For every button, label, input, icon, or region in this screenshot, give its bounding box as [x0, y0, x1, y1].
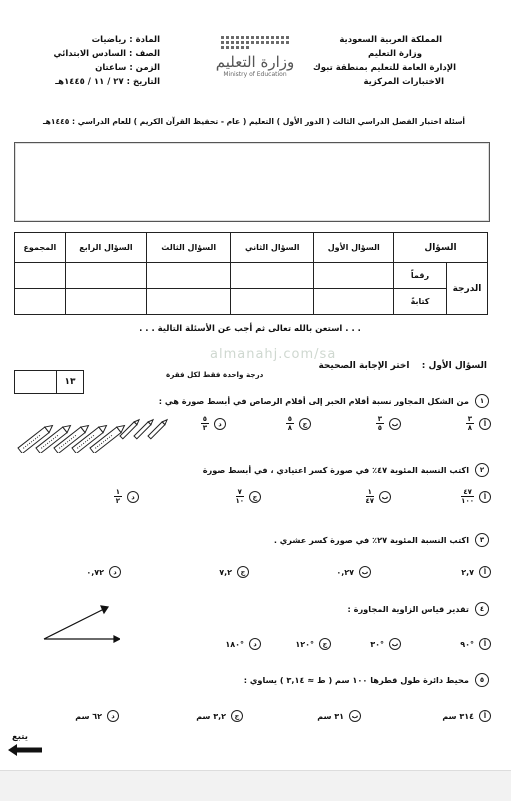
- option-a[interactable]: [466, 415, 491, 432]
- pen-icon: [148, 418, 169, 439]
- option-letter: ب: [389, 638, 401, 650]
- option-value: ٦٢ سم: [75, 711, 102, 721]
- option-value: ٣,٢ سم: [196, 711, 226, 721]
- grade-col-q4: السؤال الرابع: [65, 233, 147, 263]
- option-b[interactable]: [376, 415, 401, 432]
- question-number: ٥: [475, 673, 489, 687]
- question-number: ٣: [475, 533, 489, 547]
- fraction: $\frac{٥}{٣}$: [202, 415, 207, 432]
- option-value: ٠,٧٢: [86, 567, 104, 577]
- logo-sub: Ministry of Education: [223, 71, 287, 78]
- option-value: °٣٠: [370, 639, 384, 649]
- question-text: محيط دائرة طول قطرها ١٠٠ سم ( ط ≈ ٣,١٤ ) يساوي :: [243, 675, 469, 685]
- question-text: تقدير قياس الزاوية المجاورة :: [347, 604, 469, 614]
- option-b[interactable]: [365, 488, 391, 505]
- header-left: [30, 33, 160, 89]
- option-b[interactable]: [336, 566, 371, 578]
- option-letter: ب: [389, 418, 401, 430]
- option-d[interactable]: [86, 566, 121, 578]
- score-box: [14, 370, 84, 394]
- ministry-logo: [205, 36, 305, 78]
- grade-table: [14, 232, 488, 315]
- header-time: الزمن : ساعتان: [95, 63, 160, 73]
- header-line: المملكة العربية السعودية: [339, 35, 442, 45]
- fraction: $\frac{٤٧}{١٠٠}$: [461, 488, 474, 505]
- fraction: $\frac{٣}{٥}$: [377, 415, 382, 432]
- fraction: $\frac{١}{٢}$: [115, 488, 120, 505]
- option-a[interactable]: [461, 488, 491, 505]
- arrow-left-icon: [8, 744, 42, 756]
- watermark: almanahj.com/sa: [210, 347, 337, 362]
- option-d[interactable]: [201, 415, 226, 432]
- option-d[interactable]: [75, 710, 119, 722]
- option-letter: ج: [237, 566, 249, 578]
- option-letter: ج: [249, 491, 261, 503]
- angle-figure: [40, 603, 120, 643]
- score-blank[interactable]: [15, 371, 57, 393]
- option-letter: ب: [379, 491, 391, 503]
- option-c[interactable]: [286, 415, 311, 432]
- option-letter: ج: [231, 710, 243, 722]
- student-name-box[interactable]: [14, 142, 490, 222]
- grade-cell[interactable]: [231, 289, 314, 315]
- option-a[interactable]: [442, 710, 491, 722]
- question-text: من الشكل المجاور نسبة أقلام الحبر إلى أقلام الرصاص في أبسط صورة هي :: [158, 396, 469, 406]
- grade-row-words: كتابةً: [394, 289, 447, 315]
- section1-subtitle: اختر الإجابة الصحيحة: [318, 361, 410, 371]
- option-value: °١٢٠: [295, 639, 314, 649]
- grade-cell[interactable]: [65, 263, 147, 289]
- option-value: ٣١٤ سم: [442, 711, 474, 721]
- option-c[interactable]: [196, 710, 243, 722]
- header-right: [286, 33, 456, 89]
- grade-row-digits: رقماً: [394, 263, 447, 289]
- option-d[interactable]: [114, 488, 139, 505]
- option-c[interactable]: [235, 488, 261, 505]
- grade-row-label: الدرجة: [447, 263, 488, 315]
- option-letter: د: [109, 566, 121, 578]
- option-c[interactable]: [219, 566, 249, 578]
- question-number: ٤: [475, 602, 489, 616]
- option-letter: أ: [479, 638, 491, 650]
- option-d[interactable]: [225, 638, 261, 650]
- grade-col-question: السؤال: [394, 233, 488, 263]
- header-line: وزارة التعليم: [368, 49, 422, 59]
- header-grade: الصف : السادس الابتدائي: [53, 49, 160, 59]
- grade-col-q3: السؤال الثالث: [147, 233, 231, 263]
- grade-cell[interactable]: [65, 289, 147, 315]
- logo-name: وزارة التعليم: [215, 53, 295, 71]
- option-letter: ج: [299, 418, 311, 430]
- logo-dots-icon: [221, 36, 289, 49]
- option-letter: أ: [479, 566, 491, 578]
- section1-score-note: درجة واحدة فقط لكل فقرة: [166, 370, 264, 379]
- option-b[interactable]: [317, 710, 361, 722]
- grade-cell[interactable]: [314, 263, 394, 289]
- option-value: ٧,٢: [219, 567, 232, 577]
- fraction: $\frac{٧}{١٠}$: [235, 488, 244, 505]
- option-letter: د: [214, 418, 226, 430]
- grade-cell[interactable]: [15, 289, 66, 315]
- grade-cell[interactable]: [231, 263, 314, 289]
- fraction: $\frac{٥}{٨}$: [287, 415, 292, 432]
- option-letter: د: [127, 491, 139, 503]
- option-value: ٣١ سم: [317, 711, 344, 721]
- page-bottom-border: [0, 770, 511, 801]
- option-value: ٢,٧: [461, 567, 474, 577]
- next-page-label: يتبع: [12, 732, 28, 742]
- option-letter: أ: [479, 491, 491, 503]
- header-subject: المادة : رياضيات: [91, 35, 160, 45]
- score-value: ١٣: [64, 377, 76, 387]
- section1-title: [318, 361, 487, 371]
- option-letter: ج: [319, 638, 331, 650]
- grade-cell[interactable]: [314, 289, 394, 315]
- option-letter: د: [107, 710, 119, 722]
- option-a[interactable]: [461, 566, 491, 578]
- question-text: اكتب النسبة المئوية ٢٧٪ في صورة كسر عشري .: [273, 535, 469, 545]
- option-letter: د: [249, 638, 261, 650]
- question-text: اكتب النسبة المئوية ٤٧٪ في صورة كسر اعتيادي ، في أبسط صورة: [202, 465, 469, 475]
- option-letter: ب: [359, 566, 371, 578]
- header-date: التاريخ : ٢٧ / ١١ / ١٤٤٥هـ: [55, 77, 160, 87]
- fraction: $\frac{٣}{٨}$: [467, 415, 472, 432]
- instruction: . . . استعن بالله تعالى ثم أجب عن الأسئلة التالية . . .: [139, 324, 361, 334]
- grade-cell[interactable]: [15, 263, 66, 289]
- option-value: °٩٠: [460, 639, 474, 649]
- option-c[interactable]: [295, 638, 331, 650]
- grade-col-q2: السؤال الثاني: [231, 233, 314, 263]
- pens-pencils-image: [10, 398, 180, 453]
- grade-cell[interactable]: [147, 263, 231, 289]
- question-number: ١: [475, 394, 489, 408]
- question-number: ٢: [475, 463, 489, 477]
- option-b[interactable]: [370, 638, 401, 650]
- grade-col-q1: السؤال الأول: [314, 233, 394, 263]
- option-value: ٠,٢٧: [336, 567, 354, 577]
- exam-title: أسئلة اختبار الفصل الدراسي الثالث ( الدور الأول ) التعليم ( عام - تحفيظ القرآن الكريم ) للعام الدراسي : ١٤٤٥هـ: [42, 117, 466, 126]
- header-line: الإدارة العامة للتعليم بمنطقة تبوك: [312, 63, 456, 73]
- grade-col-total: المجموع: [15, 233, 66, 263]
- fraction: $\frac{١}{٤٧}$: [365, 488, 374, 505]
- option-a[interactable]: [460, 638, 491, 650]
- option-letter: ب: [349, 710, 361, 722]
- option-letter: أ: [479, 710, 491, 722]
- option-letter: أ: [479, 418, 491, 430]
- header-line: الاختبارات المركزية: [363, 77, 444, 87]
- option-value: °١٨٠: [225, 639, 244, 649]
- section1-label: السؤال الأول :: [421, 361, 487, 371]
- grade-cell[interactable]: [147, 289, 231, 315]
